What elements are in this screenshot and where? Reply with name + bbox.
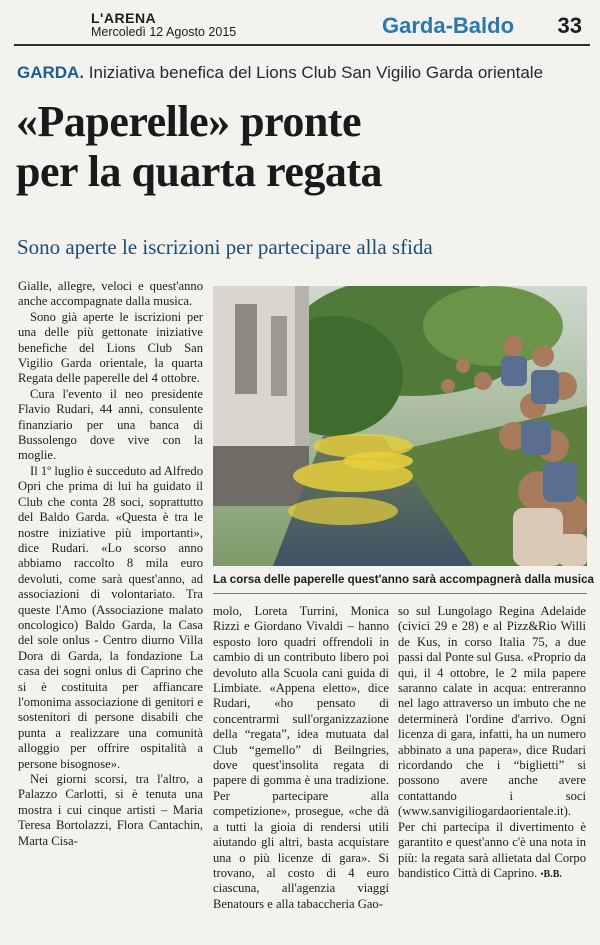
section-name: Garda-Baldo [382, 13, 515, 38]
article-subhead: Sono aperte le iscrizioni per partecipare alla sfida [17, 235, 433, 259]
article-column-1 [18, 279, 203, 939]
byline: B.B. [543, 868, 562, 880]
article-kicker [17, 63, 543, 83]
paragraph: molo, Loreta Turrini, Monica Rizzi e Giordano Vivaldi – hanno esposto loro quadri offrendoli in cambio di un contributo libero poi devoluto alla Scuola cani guida di Limbiate. «Appena eletto», dice Rudari, «ho pensato di concentrarmi sull'organizzazione della “regata”, idea mutuata dal Club “gemello” di Beilngries, dove quest'insolita regata di papere di gomma è una tradizione. Per partecipare alla competizione», prosegue, «che dà a tutti la gioia di rendersi utili aiutando gli altri, basta acquistare una o più licenze di gara». Si trovano, al costo di 4 euro ciascuna, all'agenzia viaggi Benatours e alla tabaccheria Gao- [213, 604, 389, 911]
paper-name: L'ARENA [91, 10, 157, 26]
paragraph [398, 604, 586, 882]
masthead [91, 11, 236, 40]
paper-date: Mercoledì 12 Agosto 2015 [91, 25, 237, 39]
header-divider [14, 44, 590, 46]
paragraph: Cura l'evento il neo presidente Flavio Rudari, 44 anni, consulente finanziario per una banca di Bussolengo dove vive con la moglie. [18, 386, 203, 463]
headline-line-1: «Paperelle» pronte [16, 97, 361, 146]
article-column-3 [398, 604, 586, 940]
headline-line-2: per la quarta regata [16, 147, 382, 196]
paragraph: Il 1º luglio è succeduto ad Alfredo Opri che prima di lui ha guidato il Club che conta 28 soci, soprattutto del Baldo Garda. «Questa è tra le nostre iniziative più importanti», dice Rudari. «Lo scorso anno abbiamo raccolto 8 mila euro devoluti, come sarà quest'anno, ad associazioni di volontariato. Tra queste l'Amo (Associazione malato oncologico) Baldo Garda, la Casa del sole onlus - Centro diurno Villa Dora di Garda, la fondazione La casa dei sogni onlus di Caprino che si è costituita per affiancare l'omonima associazione di genitori e sostenitori di persone disabili che punta a realizzare una comunità alloggio per offrire ospitalità a persone bisognose». [18, 463, 203, 771]
section-header [378, 9, 588, 41]
article-column-2 [213, 604, 389, 940]
article-photo [213, 286, 587, 566]
photo-caption: La corsa delle paperelle quest'anno sarà accompagnerà dalla musica [213, 573, 595, 586]
paragraph: Gialle, allegre, veloci e quest'anno anche accompagnate dalla musica. [18, 279, 203, 309]
byline-bullet: • [540, 868, 544, 879]
duck-race-photo [213, 286, 587, 566]
caption-divider [213, 593, 587, 594]
kicker-text: Iniziativa benefica del Lions Club San Vigilio Garda orientale [88, 63, 544, 82]
paragraph: Sono già aperte le iscrizioni per una delle più gettonate iniziative benefiche del Lions Club San Vigilio Garda orientale, la quarta Regata delle paperelle del 4 ottobre. [18, 309, 203, 386]
article-headline [16, 97, 586, 197]
paragraph: Nei giorni scorsi, tra l'altro, a Palazzo Carlotti, si è tenuta una mostra i cui cinque artisti – Maria Teresa Bortolazzi, Flora Cantachin, Marta Cisa- [18, 772, 203, 848]
page-number: 33 [557, 13, 582, 38]
paragraph-text: so sul Lungolago Regina Adelaide (civici 29 e 28) e al Pizz&Rio Willi de Kus, in corso Italia 75, a due passi dal Ponte sul Gusa. «Proprio da qui, il 4 ottobre, le 2 mila papere saranno calate in acqua: entreranno nel lago attraverso un imbuto che ne determinerà l'ordine d'arrivo. Ogni licenza di gara, infatti, ha un numero abbinato a una papera», dice Rudari ricordando che i “biglietti” si possono avere anche avere contattando i soci (www.sanvigiliogardaorientale.it). Per chi partecipa il divertimento è garantito e quest'anno c'è una nota in più: la regata sarà allietata dal Corpo bandistico Città di Caprino. [398, 604, 586, 880]
kicker-place: GARDA. [17, 63, 85, 82]
